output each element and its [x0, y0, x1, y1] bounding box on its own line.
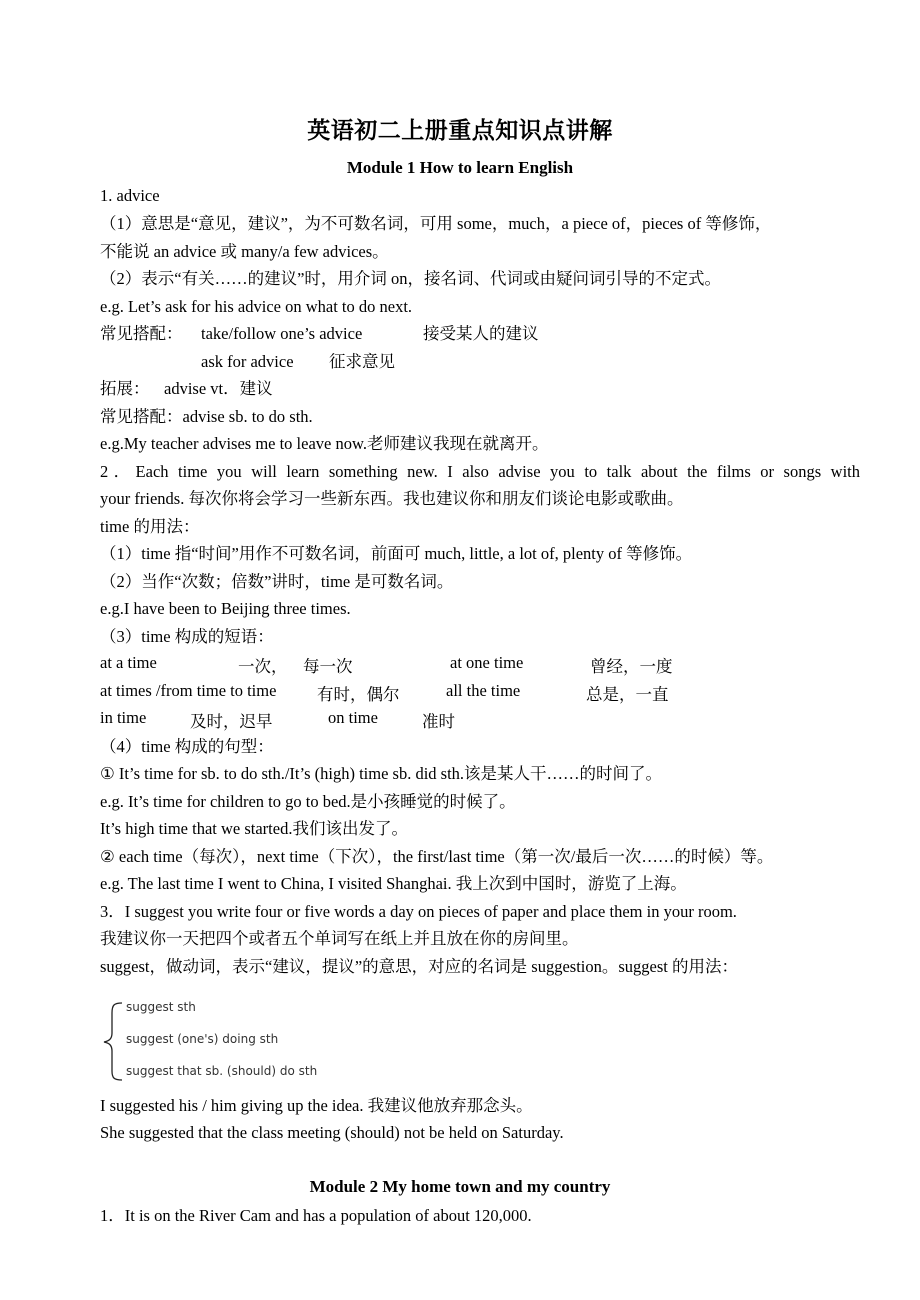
phrase-meaning: 准时 — [422, 712, 455, 731]
phrase: in time — [100, 708, 147, 727]
module-2-heading: Module 2 My home town and my country — [309, 1177, 611, 1196]
page-title: 英语初二上册重点知识点讲解 — [307, 118, 613, 143]
text-line: 3．I suggest you write four or five words a day on pieces of paper and place them in your room. — [100, 902, 737, 921]
suggest-pattern: suggest (one's) doing sth — [126, 1032, 279, 1046]
collocation-phrase: ask for advice — [201, 352, 294, 371]
text-line: （2）表示“有关……的建议”时，用介词 on，接名词、代词或由疑问词引导的不定式。 — [100, 269, 722, 288]
module-1-heading: Module 1 How to learn English — [346, 158, 574, 177]
collocation-meaning: 征求意见 — [329, 352, 395, 371]
text-line: your friends. 每次你将会学习一些新东西。我也建议你和朋友们谈论电影或歌曲。 — [100, 489, 684, 508]
phrase: at one time — [450, 653, 524, 672]
text-line: She suggested that the class meeting (should) not be held on Saturday. — [100, 1123, 564, 1142]
text-line: e.g. It’s time for children to go to bed.是小孩睡觉的时候了。 — [100, 792, 516, 811]
phrase: at a time — [100, 653, 157, 672]
text-line: ② each time（每次），next time（下次），the first/last time（第一次/最后一次……的时候）等。 — [100, 847, 774, 866]
collocation-label: 常见搭配： — [100, 324, 183, 343]
suggest-pattern: suggest that sb. (should) do sth — [126, 1064, 318, 1078]
text-line: e.g. The last time I went to China, I visited Shanghai. 我上次到中国时，游览了上海。 — [100, 874, 687, 893]
text-line: I suggested his / him giving up the idea. 我建议他放弃那念头。 — [100, 1096, 533, 1115]
extension-label: 拓展： — [100, 379, 150, 398]
text-line: It’s high time that we started.我们该出发了。 — [100, 819, 408, 838]
text-line: （3）time 构成的短语： — [100, 627, 274, 646]
phrase-meaning: 曾经，一度 — [590, 657, 673, 676]
text-line: suggest，做动词，表示“建议，提议”的意思，对应的名词是 suggestion。suggest 的用法： — [100, 957, 738, 976]
text-line: ① It’s time for sb. to do sth./It’s (high) time sb. did sth.该是某人干……的时间了。 — [100, 764, 663, 783]
phrase-meaning: 每一次 — [303, 657, 353, 676]
text-line: 常见搭配：advise sb. to do sth. — [100, 407, 313, 426]
text-line: e.g.My teacher advises me to leave now.老师建议我现在就离开。 — [100, 434, 549, 453]
text-line: 不能说 an advice 或 many/a few advices。 — [100, 242, 389, 261]
suggest-pattern: suggest sth — [126, 1000, 196, 1014]
phrase: on time — [328, 708, 378, 727]
collocation-phrase: take/follow one’s advice — [201, 324, 363, 343]
text-line: （1）time 指“时间”用作不可数名词，前面可 much, little, a lot of, plenty of 等修饰。 — [100, 544, 693, 563]
collocation-meaning: 接受某人的建议 — [423, 324, 539, 343]
text-line: e.g. Let’s ask for his advice on what to do next. — [100, 297, 413, 316]
text-line: e.g.I have been to Beijing three times. — [100, 599, 351, 618]
phrase-meaning: 总是，一直 — [586, 685, 669, 704]
text-line: （4）time 构成的句型： — [100, 737, 274, 756]
text-line: 1. advice — [100, 186, 160, 205]
phrase: all the time — [446, 681, 521, 700]
text-line: time 的用法： — [100, 517, 200, 536]
text-line: （1）意思是“意见，建议”，为不可数名词，可用 some，much，a piece of，pieces of 等修饰， — [100, 214, 772, 233]
text-line: 1．It is on the River Cam and has a population of about 120,000. — [100, 1206, 532, 1225]
phrase-meaning: 及时，迟早 — [190, 712, 273, 731]
phrase-meaning: 一次， — [238, 657, 288, 676]
text-line: 2．Each time you will learn something new. I also advise you to talk about the films or songs with — [100, 462, 860, 481]
phrase: at times /from time to time — [100, 681, 277, 700]
suggest-patterns-figure — [100, 995, 360, 1085]
text-line: 我建议你一天把四个或者五个单词写在纸上并且放在你的房间里。 — [100, 929, 579, 948]
extension-text: advise vt．建议 — [164, 379, 273, 398]
phrase-meaning: 有时，偶尔 — [317, 685, 400, 704]
text-line: （2）当作“次数；倍数”讲时，time 是可数名词。 — [100, 572, 454, 591]
